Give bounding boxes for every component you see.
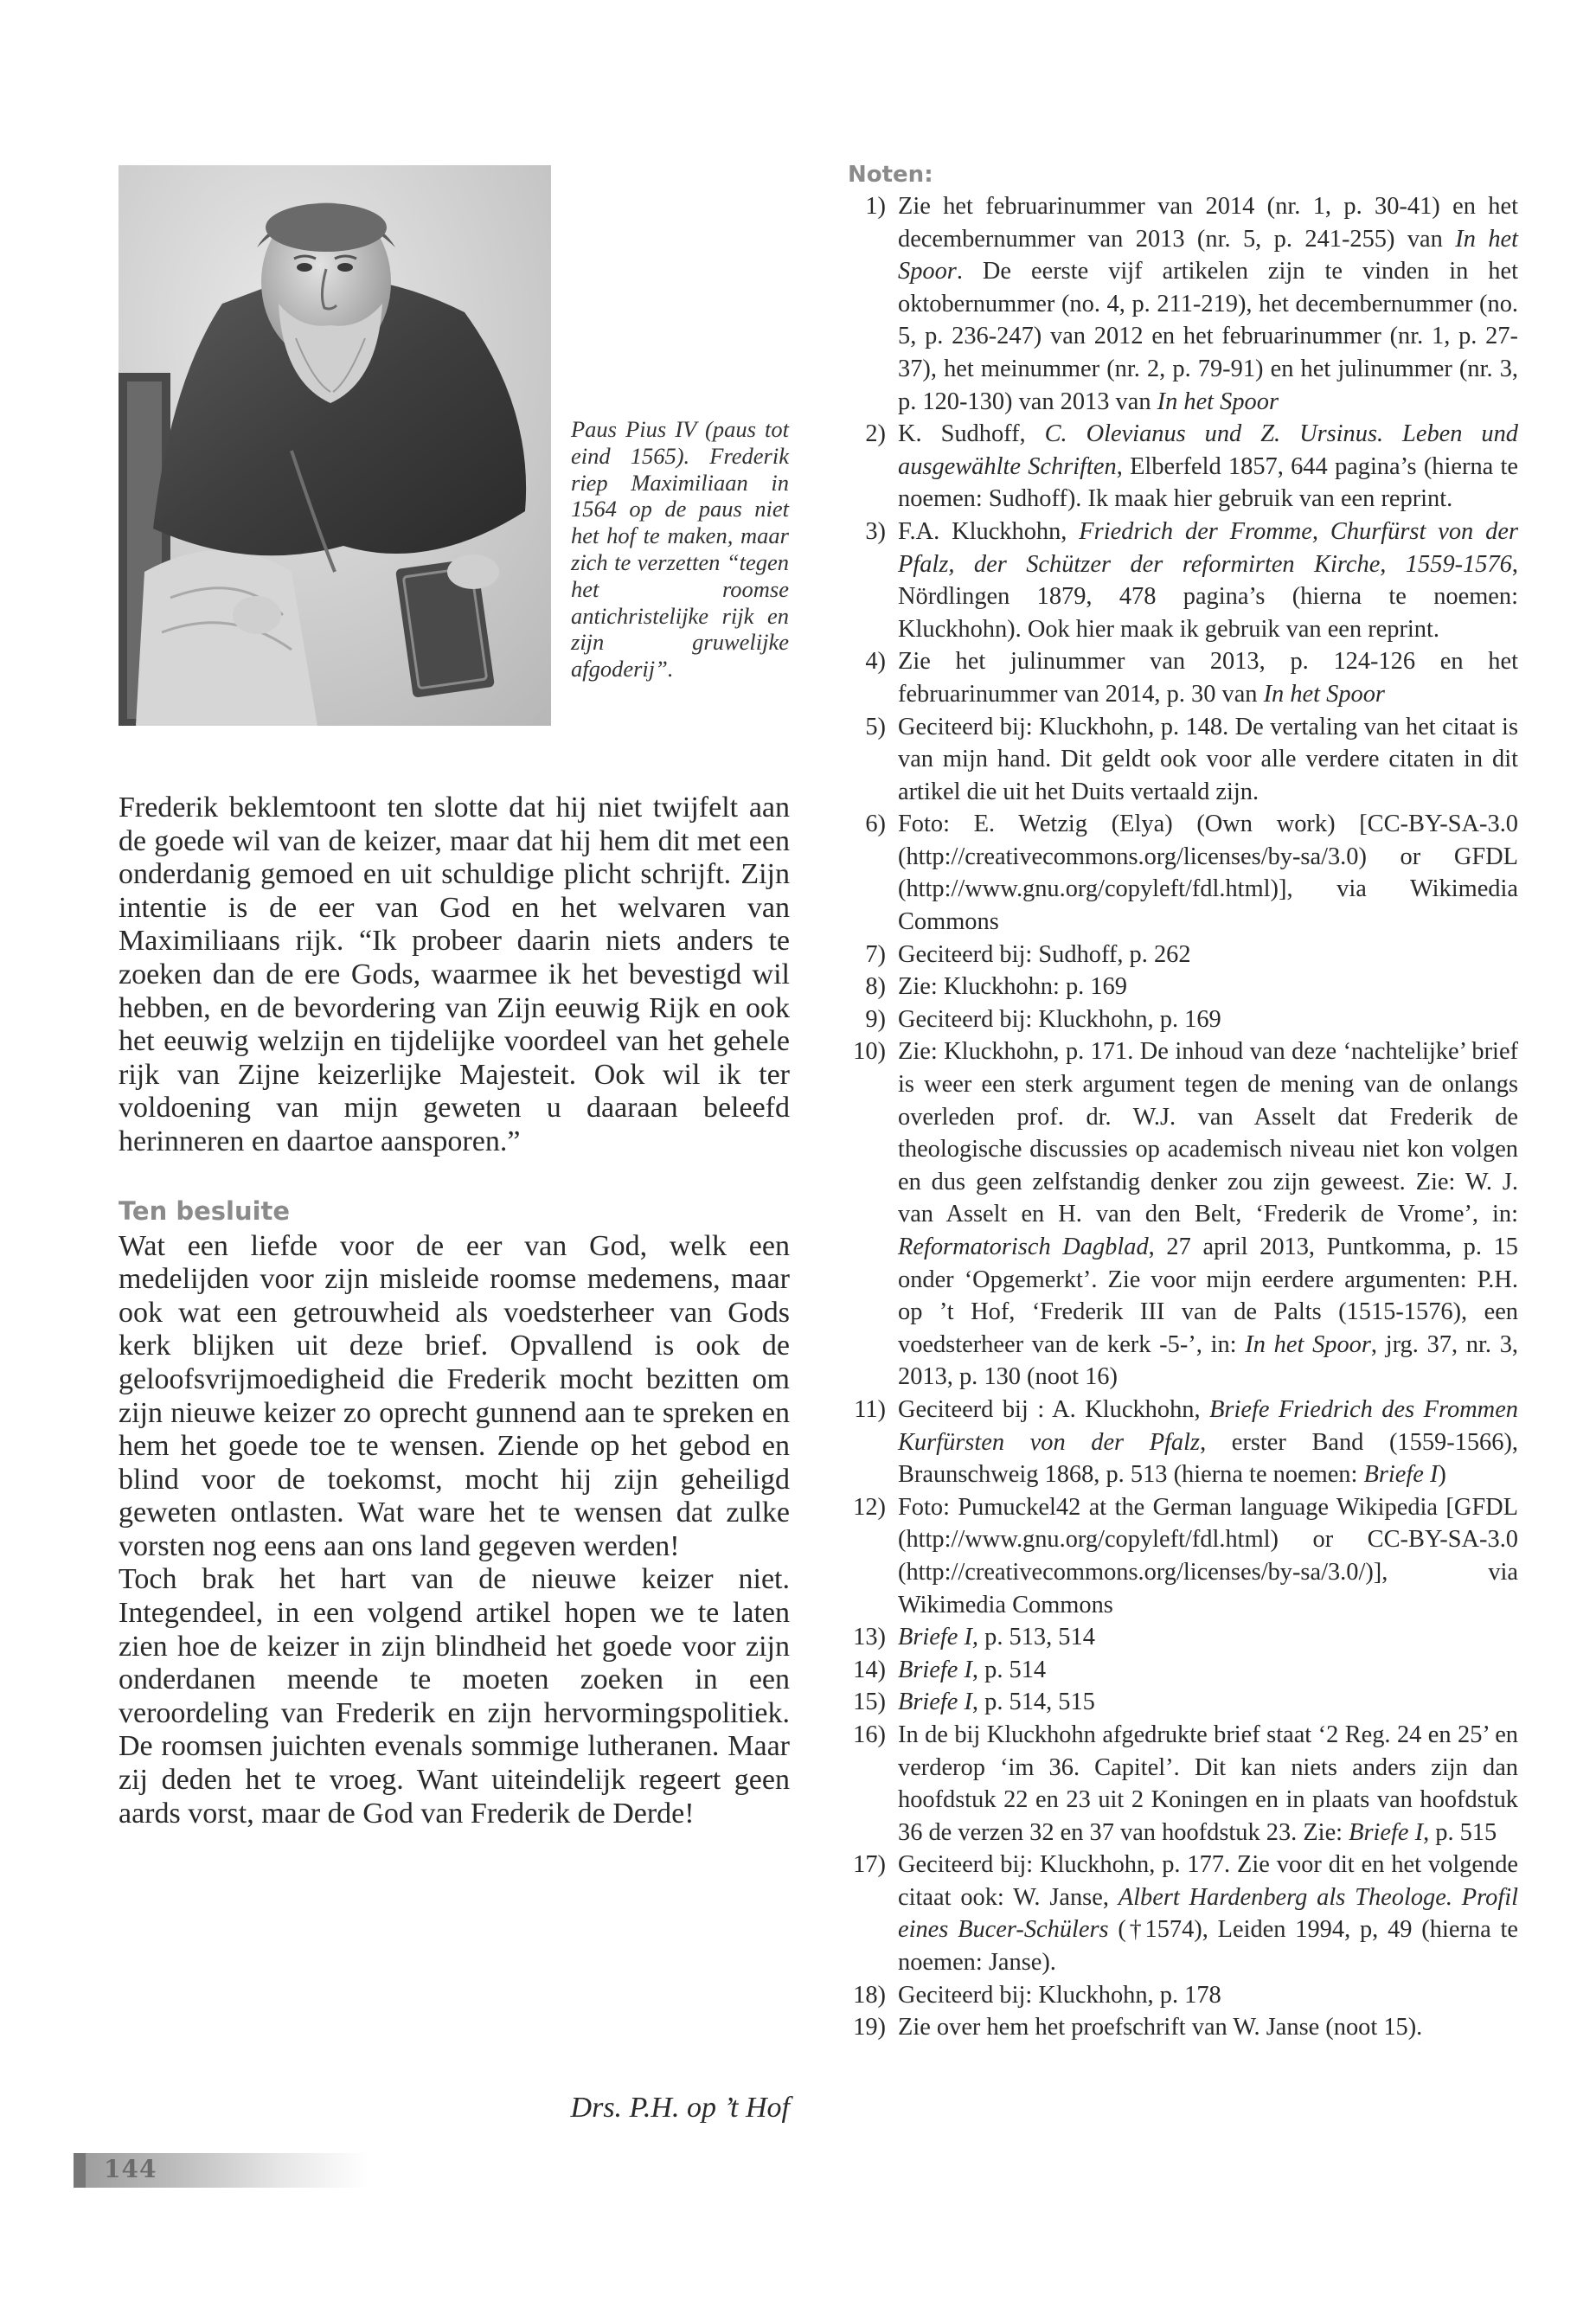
portrait-illustration [119,165,551,726]
footnote-text [898,190,1518,418]
footnote-item [848,2011,1518,2044]
footnote-item [848,808,1518,938]
footnote-number: 9) [865,1005,886,1033]
footnote-text [898,1621,1518,1654]
footnote-text [898,1003,1518,1036]
footnote-text-run: ) [1438,1461,1446,1489]
footnote-number: 16) [853,1721,886,1748]
footnote-text [898,516,1518,645]
footnote-italic-text: Friedrich der Fromme, Churfürst von der Pfalz, der Schützer der reformirten Kirche, 1559-1576 [898,517,1518,578]
footnote-text-run: p. 513, 514 [978,1624,1095,1651]
footnote-text-run: . De eerste vijf artikelen zijn te vinden in het oktobernummer (no. 4, p. 211-219), het decembernummer (no. 5, p. 236-247) van 2012 en het februarinummer (nr. 1, p. 27-37), het meinummer (nr. 2, p. 79-91) en het julinummer (nr. 3, p. 120-130) van 2013 van [898,258,1518,415]
footnote-text-run: K. Sudhoff, [898,420,1045,448]
footnote-number: 11) [854,1395,886,1423]
notes-list [848,190,1518,2044]
portrait-image-pius-iv [119,165,551,726]
body-paragraph: Toch brak het hart van de nieuwe keizer niet. Integendeel, in een volgend artikel hopen we te laten zien hoe de keizer in zijn blindheid het goede voor zijn onderdanen meende te moeten zoeken in een veroordeling van Frederik en zijn hervormingspolitiek. De roomsen juichten evenals sommige lutheranen. Maar zij deden het te vroeg. Want uiteindelijk regeert geen aards vorst, maar de God van Frederik de Derde! [119,1563,790,1830]
footnote-text-run: Geciteerd bij: Kluckhohn, p. 148. De vertaling van het citaat is van mijn hand. Dit geldt ook voor alle verdere citaten in dit artikel die uit het Duits vertaald zijn. [898,713,1518,805]
footnote-text-run: Geciteerd bij: Kluckhohn, p. 177. Zie voor dit en het volgende citaat ook: W. Janse, [898,1851,1518,1911]
footnote-italic-text: Briefe Friedrich des Frommen Kurfürsten von der Pfalz [898,1395,1518,1456]
portrait-caption: Paus Pius IV (paus tot eind 1565). Frederik riep Maximiliaan in 1564 op de paus niet het hof te maken, maar zich te verzetten “tegen het roomse antichristelijke rijk en zijn gruwelijke afgoderij”. [571,416,789,683]
footnote-text [898,939,1518,971]
footnote-italic-text: Briefe I, [898,1624,979,1651]
article-body [119,792,790,1830]
footnote-text [898,1686,1518,1719]
footnote-number: 1) [865,193,886,220]
footnote-number: 10) [853,1038,886,1066]
footnote-italic-text: Reformatorisch Dagblad [898,1234,1149,1260]
footnote-italic-text: Briefe I [1349,1818,1424,1846]
footnote-text-run: , erster Band (1559-1566), Braunschweig 1868, p. 513 (hierna te noemen: [898,1428,1518,1489]
footnote-item [848,1035,1518,1394]
footnote-text [898,1849,1518,1978]
footnote-item [848,418,1518,516]
author-signature: Drs. P.H. op ’t Hof [570,2092,790,2124]
footnote-number: 2) [865,420,886,448]
section-heading: Ten besluite [119,1195,291,1226]
footnote-text-run: F.A. Kluckhohn, [898,517,1080,545]
footnote-item [848,971,1518,1003]
footnote-item [848,1654,1518,1687]
footnote-number: 19) [853,2014,886,2041]
footnote-text [898,1394,1518,1491]
footnote-text [898,808,1518,938]
footnote-text-run: , 27 april 2013, Puntkomma, p. 15 onder ‘Opgemerkt’. Zie voor mijn eerdere argumenten: P.H. op ’t Hof, ‘Frederik III van de Palts (1515-1576), een voedsterheer van de kerk -5-’, in: [898,1234,1518,1358]
body-paragraph: Frederik beklemtoont ten slotte dat hij niet twijfelt aan de goede wil van de keizer, maar dat hij hem dit met een onderdanig gemoed en uit schuldige plicht schrijft. Zijn intentie is de eer van God en het welvaren van Maximiliaans rijk. “Ik probeer daarin niets anders te zoeken dan de ere Gods, waarmee ik het bevestigd wil hebben, en de bevordering van Zijn eeuwig Rijk en ook het eeuwig welzijn en tijdelijke voordeel van het gehele rijk van Zijne keizerlijke Majesteit. Ook wil ik ter voldoening van mijn geweten u daaraan beleefd herinneren en daartoe aansporen.” [119,792,790,1157]
footnote-text-run: Foto: E. Wetzig (Elya) (Own work) [CC-BY-SA-3.0 (http://creativecommons.org/licenses/by-sa/3.0) or GFDL (http://www.gnu.org/copyleft/fdl.html)], via Wikimedia Commons [898,811,1518,936]
footnote-item [848,1491,1518,1621]
footnote-number: 3) [865,517,886,545]
body-paragraph: Wat een liefde voor de eer van God, welk een medelijden voor zijn misleide roomse medemens, maar ook wat een getrouwheid als voedsterheer van Gods kerk blijken uit deze brief. Opvallend is ook de geloofsvrijmoedigheid die Frederik mocht bezitten om zijn nieuwe keizer zo oprecht gunnend aan te spreken en hem het goede toe te wensen. Ziende op het gebod en blind voor de toekomst, mocht hij zijn geheiligd geweten ontlasten. Wat ware het te wensen dat zulke vorsten nog eens aan ons land gegeven werden! [119,1229,790,1562]
footnote-number: 14) [853,1656,886,1683]
footnote-text-run: Zie: Kluckhohn: p. 169 [898,973,1127,1001]
footnote-text [898,971,1518,1003]
footnote-number: 17) [853,1851,886,1879]
footnote-text [898,1654,1518,1687]
footnote-text-run: , Elberfeld 1857, 644 pagina’s (hierna te noemen: Sudhoff). Ik maak hier gebruik van een reprint. [898,452,1518,513]
footnote-item [848,1621,1518,1654]
footnote-italic-text: Albert Hardenberg als Theologe. Profil eines Bucer-Schülers [898,1883,1518,1944]
footnote-item [848,645,1518,710]
footnote-item [848,190,1518,418]
footnote-text-run: , p. 515 [1423,1818,1497,1846]
footnote-text-run: Geciteerd bij: Kluckhohn, p. 178 [898,1981,1221,2009]
footnote-text-run: Zie het julinummer van 2013, p. 124-126 en het februarinummer van 2014, p. 30 van [898,648,1518,708]
footnote-item [848,1979,1518,2012]
footnote-italic-text: Briefe I [898,1656,972,1683]
footnote-number: 18) [853,1981,886,2009]
footnote-text [898,2011,1518,2044]
footnote-text-run: Geciteerd bij : A. Kluckhohn, [898,1395,1210,1423]
footnote-text [898,1979,1518,2012]
footnote-text [898,645,1518,710]
footnote-text-run: (†1574), Leiden 1994, p, 49 (hierna te noemen: Janse). [898,1916,1518,1977]
footnote-italic-text: In het Spoor [1157,388,1279,415]
footnote-text-run: Zie het februarinummer van 2014 (nr. 1, p. 30-41) en het decembernummer van 2013 (nr. 5, p. 241-255) van [898,193,1518,253]
footnote-number: 8) [865,973,886,1001]
page-number: 144 [104,2155,157,2183]
footnote-item [848,711,1518,809]
footnote-text-run: Geciteerd bij: Sudhoff, p. 262 [898,940,1191,968]
footnote-item [848,1719,1518,1849]
footnote-text [898,1491,1518,1621]
footnote-text-run: , jrg. 37, nr. 3, 2013, p. 130 (noot 16) [898,1330,1519,1391]
footnote-item [848,939,1518,971]
notes-title: Noten: [848,162,933,188]
footnote-item [848,1394,1518,1491]
footnote-italic-text: Briefe I [1363,1461,1439,1489]
footnote-italic-text: In het Spoor [898,225,1519,285]
footnote-text [898,711,1518,809]
footnote-number: 15) [853,1689,886,1716]
footnote-text-run: , Nördlingen 1879, 478 pagina’s (hierna te noemen: Kluckhohn). Ook hier maak ik gebruik van een reprint. [898,550,1518,643]
footnote-text-run: Zie over hem het proefschrift van W. Janse (noot 15). [898,2014,1423,2041]
footnote-item [848,1686,1518,1719]
footnote-number: 7) [865,940,886,968]
footnote-number: 13) [853,1624,886,1651]
footnote-text [898,1719,1518,1849]
footnote-text [898,1035,1518,1394]
footnote-number: 6) [865,811,886,838]
footnote-text [898,418,1518,516]
footnote-italic-text: In het Spoor [1245,1330,1371,1358]
footnote-text-run: , p. 514 [971,1656,1047,1683]
footnote-text-run: Geciteerd bij: Kluckhohn, p. 169 [898,1005,1221,1033]
footnote-number: 12) [853,1493,886,1521]
footnote-italic-text: In het Spoor [1263,680,1385,708]
footnote-text-run: , p. 514, 515 [971,1689,1095,1716]
footnote-text-run: Zie: Kluckhohn, p. 171. De inhoud van deze ‘nachtelijke’ brief is weer een sterk argument tegen de mening van de onlangs overleden prof. dr. W.J. van Asselt dat Frederik de theologische discussies op academisch niveau niet kon volgen en dus geen zelfstandig denker zou zijn geweest. Zie: W. J. van Asselt en H. van den Belt, ‘Frederik de Vrome’, in: [898,1038,1518,1228]
footnote-item [848,1849,1518,1978]
footnote-text-run: Foto: Pumuckel42 at the German language Wikipedia [GFDL (http://www.gnu.org/copyleft/fdl.html) or CC-BY-SA-3.0 (http://creativecommons.org/licenses/by-sa/3.0/)], via Wikimedia Commons [898,1493,1518,1618]
footnotes [848,157,1518,2044]
page-number-edge [74,2153,86,2188]
footnote-number: 4) [865,648,886,676]
footnote-item [848,1003,1518,1036]
footnote-italic-text: C. Olevianus und Z. Ursinus. Leben und ausgewählte Schriften [898,420,1518,480]
footnote-italic-text: Briefe I [898,1689,972,1716]
footnote-item [848,516,1518,645]
footnote-text-run: In de bij Kluckhohn afgedrukte brief staat ‘2 Reg. 24 en 25’ en verderop ‘im 36. Capitel’. Dit kan niets anders zijn dan hoofdstuk 22 en 23 uit 2 Koningen en in plaats van hoofdstuk 36 de verzen 32 en 37 van hoofdstuk 23. Zie: [898,1721,1518,1846]
footnote-number: 5) [865,713,886,740]
